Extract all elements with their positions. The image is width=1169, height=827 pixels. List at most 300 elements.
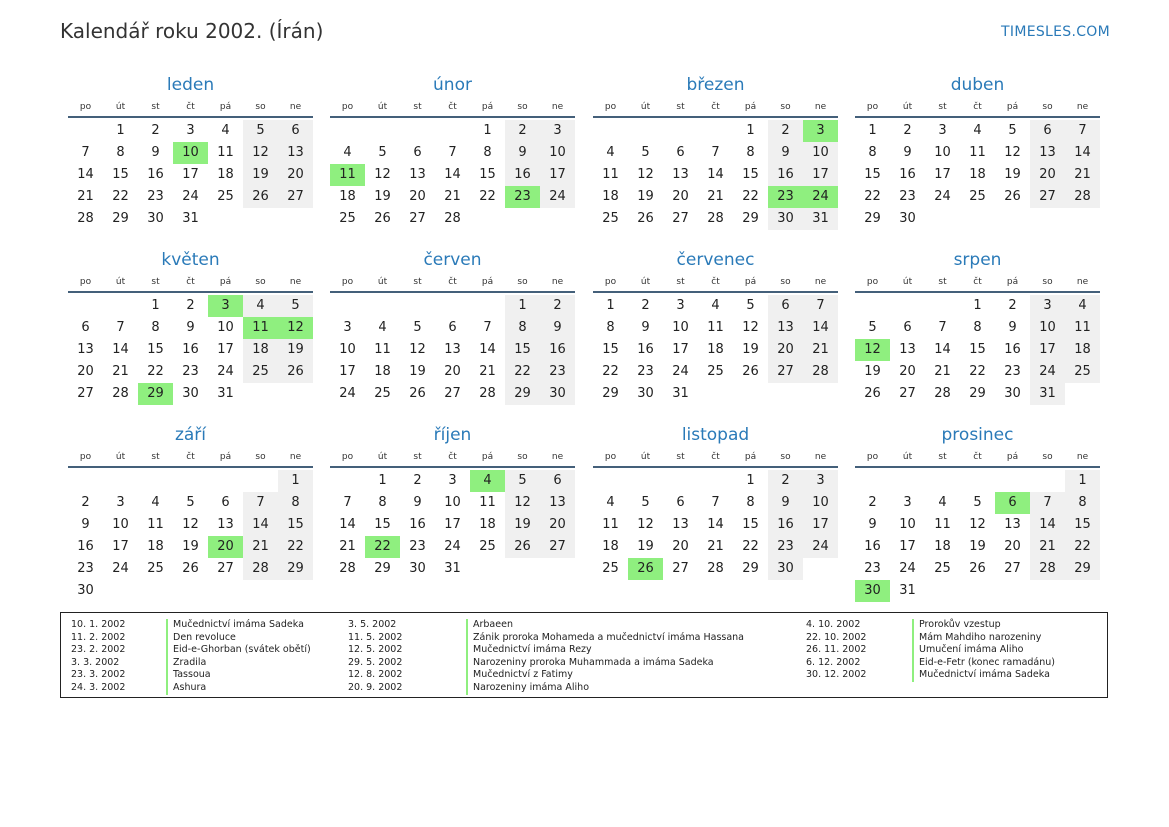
day-cell: 26	[505, 536, 540, 558]
legend-column	[806, 619, 1055, 682]
day-cell: 9	[641, 320, 650, 335]
day-cell: 7	[243, 492, 278, 514]
day-cell: 17	[112, 539, 129, 554]
weekday-label: po	[79, 102, 92, 112]
day-cell: 7	[803, 295, 838, 317]
holiday-name: Eid-e-Ghorban (svátek obětí)	[166, 644, 311, 657]
day-cell: 2	[868, 495, 877, 510]
month-calendar	[593, 72, 838, 230]
weekday-label: pá	[1006, 277, 1019, 287]
day-cell: 4	[606, 145, 615, 160]
weekday-label: st	[676, 452, 685, 462]
day-cell: 22	[479, 189, 496, 204]
weekday-label: po	[866, 277, 879, 287]
weekday-label: út	[902, 102, 913, 112]
day-cell: 6	[768, 295, 803, 317]
day-cell: 27	[1030, 186, 1065, 208]
day-cell: 20	[1030, 164, 1065, 186]
month-calendar	[68, 72, 313, 230]
day-cell: 9	[413, 495, 422, 510]
day-cell: 16	[409, 517, 426, 532]
weekday-label: pá	[1006, 102, 1019, 112]
day-cell: 24	[444, 539, 461, 554]
weekday-label: st	[413, 277, 422, 287]
day-cell: 14	[707, 517, 724, 532]
weekday-label: st	[151, 277, 160, 287]
holiday-date: 24. 3. 2002	[71, 681, 126, 693]
day-cell: 8	[746, 495, 755, 510]
day-cell: 8	[868, 145, 877, 160]
empty-cell	[68, 295, 103, 317]
day-cell: 13	[77, 342, 94, 357]
day-cell: 14	[803, 317, 838, 339]
holiday-date: 20. 9. 2002	[348, 681, 403, 693]
weekday-label: pá	[219, 277, 232, 287]
day-cell: 1	[746, 473, 755, 488]
day-grid	[330, 295, 575, 405]
day-cell: 29	[742, 211, 759, 226]
day-cell: 30	[409, 561, 426, 576]
empty-cell	[173, 470, 208, 492]
weekday-header	[855, 273, 1100, 293]
day-cell: 23	[768, 186, 803, 208]
weekday-label: po	[79, 277, 92, 287]
weekday-label: pá	[1006, 452, 1019, 462]
day-cell: 9	[868, 517, 877, 532]
weekday-label: ne	[814, 102, 827, 112]
day-cell: 29	[374, 561, 391, 576]
day-cell: 8	[606, 320, 615, 335]
weekday-label: so	[517, 277, 528, 287]
empty-cell	[855, 295, 890, 317]
day-cell: 5	[641, 145, 650, 160]
weekday-label: čt	[186, 277, 195, 287]
day-cell: 23	[864, 561, 881, 576]
day-cell: 4	[470, 470, 505, 492]
day-cell: 12	[742, 320, 759, 335]
day-cell: 16	[182, 342, 199, 357]
empty-cell	[103, 470, 138, 492]
day-cell: 31	[899, 583, 916, 598]
day-cell: 26	[637, 211, 654, 226]
day-cell: 19	[1004, 167, 1021, 182]
day-cell: 22	[742, 189, 759, 204]
weekday-label: pá	[481, 452, 494, 462]
day-cell: 15	[742, 167, 759, 182]
empty-cell	[1030, 470, 1065, 492]
empty-cell	[435, 120, 470, 142]
weekday-label: st	[938, 452, 947, 462]
empty-cell	[400, 295, 435, 317]
day-cell: 25	[243, 361, 278, 383]
day-cell: 2	[768, 120, 803, 142]
day-cell: 27	[768, 361, 803, 383]
day-cell: 29	[138, 383, 173, 405]
empty-cell	[663, 470, 698, 492]
day-cell: 14	[707, 167, 724, 182]
holiday-date: 3. 3. 2002	[71, 656, 120, 668]
day-cell: 13	[278, 142, 313, 164]
day-cell: 5	[278, 295, 313, 317]
weekday-label: st	[676, 277, 685, 287]
weekday-label: čt	[448, 277, 457, 287]
holiday-name: Zradila	[166, 657, 206, 670]
weekday-label: po	[604, 452, 617, 462]
day-cell: 10	[339, 342, 356, 357]
day-cell: 4	[1065, 295, 1100, 317]
day-cell: 25	[934, 561, 951, 576]
day-cell: 19	[243, 164, 278, 186]
weekday-label: st	[938, 277, 947, 287]
day-cell: 8	[151, 320, 160, 335]
day-cell: 11	[602, 167, 619, 182]
day-cell: 5	[413, 320, 422, 335]
day-cell: 2	[186, 298, 195, 313]
day-cell: 25	[602, 561, 619, 576]
legend-item	[348, 669, 744, 682]
weekday-label: po	[341, 452, 354, 462]
day-cell: 1	[868, 123, 877, 138]
day-cell: 15	[602, 342, 619, 357]
weekday-label: čt	[448, 452, 457, 462]
day-cell: 24	[934, 189, 951, 204]
day-cell: 31	[217, 386, 234, 401]
day-cell: 17	[672, 342, 689, 357]
empty-cell	[628, 120, 663, 142]
day-cell: 29	[969, 386, 986, 401]
legend-item	[71, 644, 311, 657]
day-cell: 17	[444, 517, 461, 532]
month-name: září	[174, 425, 207, 445]
month-calendar	[68, 247, 313, 405]
holiday-name: Eid-e-Fetr (konec ramadánu)	[912, 657, 1055, 670]
weekday-label: út	[377, 277, 388, 287]
day-cell: 30	[147, 211, 164, 226]
holiday-name: Narozeniny imáma Aliho	[466, 682, 589, 695]
day-cell: 4	[938, 495, 947, 510]
empty-cell	[330, 470, 365, 492]
holiday-date: 29. 5. 2002	[348, 656, 403, 668]
weekday-label: út	[640, 277, 651, 287]
day-cell: 13	[672, 167, 689, 182]
day-cell: 8	[973, 320, 982, 335]
day-cell: 10	[1030, 317, 1065, 339]
day-cell: 4	[973, 123, 982, 138]
empty-cell	[365, 120, 400, 142]
day-cell: 31	[1030, 383, 1065, 405]
day-cell: 8	[378, 495, 387, 510]
day-cell: 28	[479, 386, 496, 401]
day-cell: 19	[742, 342, 759, 357]
day-cell: 6	[1030, 120, 1065, 142]
day-cell: 26	[1004, 189, 1021, 204]
weekday-label: ne	[1076, 102, 1089, 112]
day-cell: 22	[1065, 536, 1100, 558]
day-cell: 31	[672, 386, 689, 401]
day-cell: 21	[444, 189, 461, 204]
day-cell: 19	[182, 539, 199, 554]
day-cell: 1	[378, 473, 387, 488]
legend-item	[806, 669, 1055, 682]
month-name: prosinec	[941, 425, 1014, 445]
day-cell: 20	[540, 514, 575, 536]
day-cell: 18	[602, 189, 619, 204]
day-cell: 15	[1065, 514, 1100, 536]
day-cell: 17	[899, 539, 916, 554]
day-cell: 12	[409, 342, 426, 357]
holiday-date: 10. 1. 2002	[71, 619, 126, 630]
empty-cell	[995, 470, 1030, 492]
day-cell: 30	[899, 211, 916, 226]
day-cell: 16	[505, 164, 540, 186]
day-cell: 2	[413, 473, 422, 488]
day-cell: 5	[243, 120, 278, 142]
weekday-header	[855, 448, 1100, 468]
day-cell: 19	[409, 364, 426, 379]
empty-cell	[960, 470, 995, 492]
day-cell: 7	[1030, 492, 1065, 514]
weekday-label: čt	[186, 452, 195, 462]
day-cell: 28	[444, 211, 461, 226]
empty-cell	[400, 120, 435, 142]
day-cell: 12	[278, 317, 313, 339]
holiday-date: 23. 2. 2002	[71, 644, 126, 656]
day-cell: 27	[444, 386, 461, 401]
weekday-label: ne	[814, 452, 827, 462]
day-cell: 25	[707, 364, 724, 379]
weekday-label: pá	[481, 277, 494, 287]
weekday-header	[68, 448, 313, 468]
day-cell: 22	[278, 536, 313, 558]
day-cell: 21	[934, 364, 951, 379]
day-cell: 11	[330, 164, 365, 186]
weekday-label: út	[640, 452, 651, 462]
weekday-label: po	[604, 277, 617, 287]
legend-item	[806, 657, 1055, 670]
day-cell: 23	[147, 189, 164, 204]
day-cell: 18	[707, 342, 724, 357]
weekday-label: čt	[973, 102, 982, 112]
day-cell: 20	[672, 539, 689, 554]
weekday-label: po	[341, 102, 354, 112]
holiday-name: Zánik proroka Mohameda a mučednictví imáma Hassana	[466, 632, 744, 645]
day-cell: 7	[938, 320, 947, 335]
day-cell: 16	[637, 342, 654, 357]
day-cell: 4	[243, 295, 278, 317]
day-cell: 16	[540, 339, 575, 361]
day-cell: 3	[186, 123, 195, 138]
day-cell: 14	[77, 167, 94, 182]
day-cell: 29	[864, 211, 881, 226]
day-cell: 13	[899, 342, 916, 357]
day-cell: 7	[711, 145, 720, 160]
page-title: Kalendář roku 2002. (Írán)	[60, 19, 324, 43]
day-cell: 18	[147, 539, 164, 554]
day-cell: 13	[1030, 142, 1065, 164]
weekday-label: út	[377, 452, 388, 462]
day-cell: 12	[637, 167, 654, 182]
day-cell: 28	[243, 558, 278, 580]
day-cell: 26	[969, 561, 986, 576]
day-cell: 8	[1065, 492, 1100, 514]
day-cell: 29	[505, 383, 540, 405]
day-cell: 18	[602, 539, 619, 554]
day-cell: 18	[243, 339, 278, 361]
weekday-label: so	[780, 452, 791, 462]
month-name: březen	[686, 75, 745, 95]
month-calendar	[855, 72, 1100, 230]
day-cell: 12	[637, 517, 654, 532]
day-cell: 22	[365, 536, 400, 558]
day-cell: 30	[768, 558, 803, 580]
month-name: srpen	[953, 250, 1002, 270]
weekday-header	[68, 273, 313, 293]
month-calendar	[68, 422, 313, 602]
day-cell: 10	[899, 517, 916, 532]
empty-cell	[593, 470, 628, 492]
weekday-header	[330, 98, 575, 118]
weekday-label: so	[780, 102, 791, 112]
day-cell: 15	[112, 167, 129, 182]
day-cell: 23	[899, 189, 916, 204]
day-cell: 2	[641, 298, 650, 313]
legend-item	[806, 644, 1055, 657]
holiday-date: 11. 2. 2002	[71, 631, 126, 643]
weekday-label: pá	[744, 277, 757, 287]
day-cell: 3	[803, 470, 838, 492]
weekday-label: út	[640, 102, 651, 112]
day-cell: 1	[116, 123, 125, 138]
weekday-label: pá	[219, 102, 232, 112]
day-cell: 1	[483, 123, 492, 138]
weekday-header	[593, 273, 838, 293]
day-cell: 8	[116, 145, 125, 160]
holiday-name: Ashura	[166, 682, 206, 695]
day-cell: 15	[505, 339, 540, 361]
day-cell: 18	[969, 167, 986, 182]
empty-cell	[330, 120, 365, 142]
day-cell: 31	[803, 208, 838, 230]
day-cell: 24	[182, 189, 199, 204]
day-cell: 16	[1004, 342, 1021, 357]
empty-cell	[470, 295, 505, 317]
day-cell: 11	[374, 342, 391, 357]
weekday-label: pá	[481, 102, 494, 112]
day-cell: 14	[112, 342, 129, 357]
day-cell: 28	[934, 386, 951, 401]
day-cell: 1	[746, 123, 755, 138]
weekday-label: po	[79, 452, 92, 462]
day-cell: 23	[768, 536, 803, 558]
day-cell: 6	[903, 320, 912, 335]
holiday-date: 30. 12. 2002	[806, 669, 867, 681]
day-cell: 3	[676, 298, 685, 313]
day-cell: 20	[77, 364, 94, 379]
weekday-label: ne	[289, 452, 302, 462]
month-name: listopad	[681, 425, 750, 445]
day-cell: 11	[602, 517, 619, 532]
empty-cell	[698, 470, 733, 492]
weekday-header	[593, 448, 838, 468]
day-cell: 15	[742, 517, 759, 532]
day-cell: 27	[278, 186, 313, 208]
month-name: leden	[166, 75, 215, 95]
day-cell: 27	[409, 211, 426, 226]
day-cell: 31	[182, 211, 199, 226]
weekday-label: ne	[551, 102, 564, 112]
day-cell: 4	[343, 145, 352, 160]
empty-cell	[925, 295, 960, 317]
weekday-label: so	[517, 452, 528, 462]
day-cell: 20	[672, 189, 689, 204]
day-cell: 10	[217, 320, 234, 335]
holiday-legend	[60, 612, 1108, 698]
weekday-label: ne	[551, 277, 564, 287]
day-cell: 21	[339, 539, 356, 554]
day-cell: 18	[217, 167, 234, 182]
day-cell: 12	[243, 142, 278, 164]
day-cell: 9	[151, 145, 160, 160]
day-cell: 8	[746, 145, 755, 160]
month-calendar	[330, 247, 575, 405]
day-cell: 19	[637, 189, 654, 204]
holiday-date: 26. 11. 2002	[806, 644, 867, 656]
day-cell: 26	[409, 386, 426, 401]
month-calendar	[855, 247, 1100, 405]
day-cell: 11	[479, 495, 496, 510]
day-cell: 6	[676, 145, 685, 160]
day-cell: 2	[768, 470, 803, 492]
day-cell: 9	[186, 320, 195, 335]
legend-item	[71, 632, 311, 645]
empty-cell	[208, 470, 243, 492]
day-cell: 22	[742, 539, 759, 554]
day-grid	[855, 120, 1100, 230]
day-cell: 27	[1004, 561, 1021, 576]
day-cell: 2	[540, 295, 575, 317]
day-cell: 25	[969, 189, 986, 204]
day-cell: 21	[243, 536, 278, 558]
day-cell: 17	[182, 167, 199, 182]
legend-item	[348, 632, 744, 645]
day-cell: 18	[374, 364, 391, 379]
weekday-label: po	[341, 277, 354, 287]
day-cell: 26	[374, 211, 391, 226]
day-grid	[68, 120, 313, 230]
day-cell: 24	[899, 561, 916, 576]
day-cell: 28	[112, 386, 129, 401]
day-cell: 30	[540, 383, 575, 405]
day-cell: 23	[637, 364, 654, 379]
day-cell: 26	[182, 561, 199, 576]
day-cell: 3	[448, 473, 457, 488]
holiday-date: 12. 5. 2002	[348, 644, 403, 656]
day-cell: 12	[855, 339, 890, 361]
holiday-date: 12. 8. 2002	[348, 669, 403, 681]
brand-link[interactable]: TIMESLES.COM	[1001, 24, 1110, 40]
day-cell: 9	[1008, 320, 1017, 335]
day-cell: 9	[540, 317, 575, 339]
weekday-label: út	[377, 102, 388, 112]
day-cell: 21	[707, 539, 724, 554]
day-cell: 18	[934, 539, 951, 554]
weekday-label: st	[151, 102, 160, 112]
day-cell: 9	[903, 145, 912, 160]
day-cell: 25	[217, 189, 234, 204]
day-cell: 7	[343, 495, 352, 510]
day-cell: 24	[803, 186, 838, 208]
weekday-label: út	[902, 452, 913, 462]
